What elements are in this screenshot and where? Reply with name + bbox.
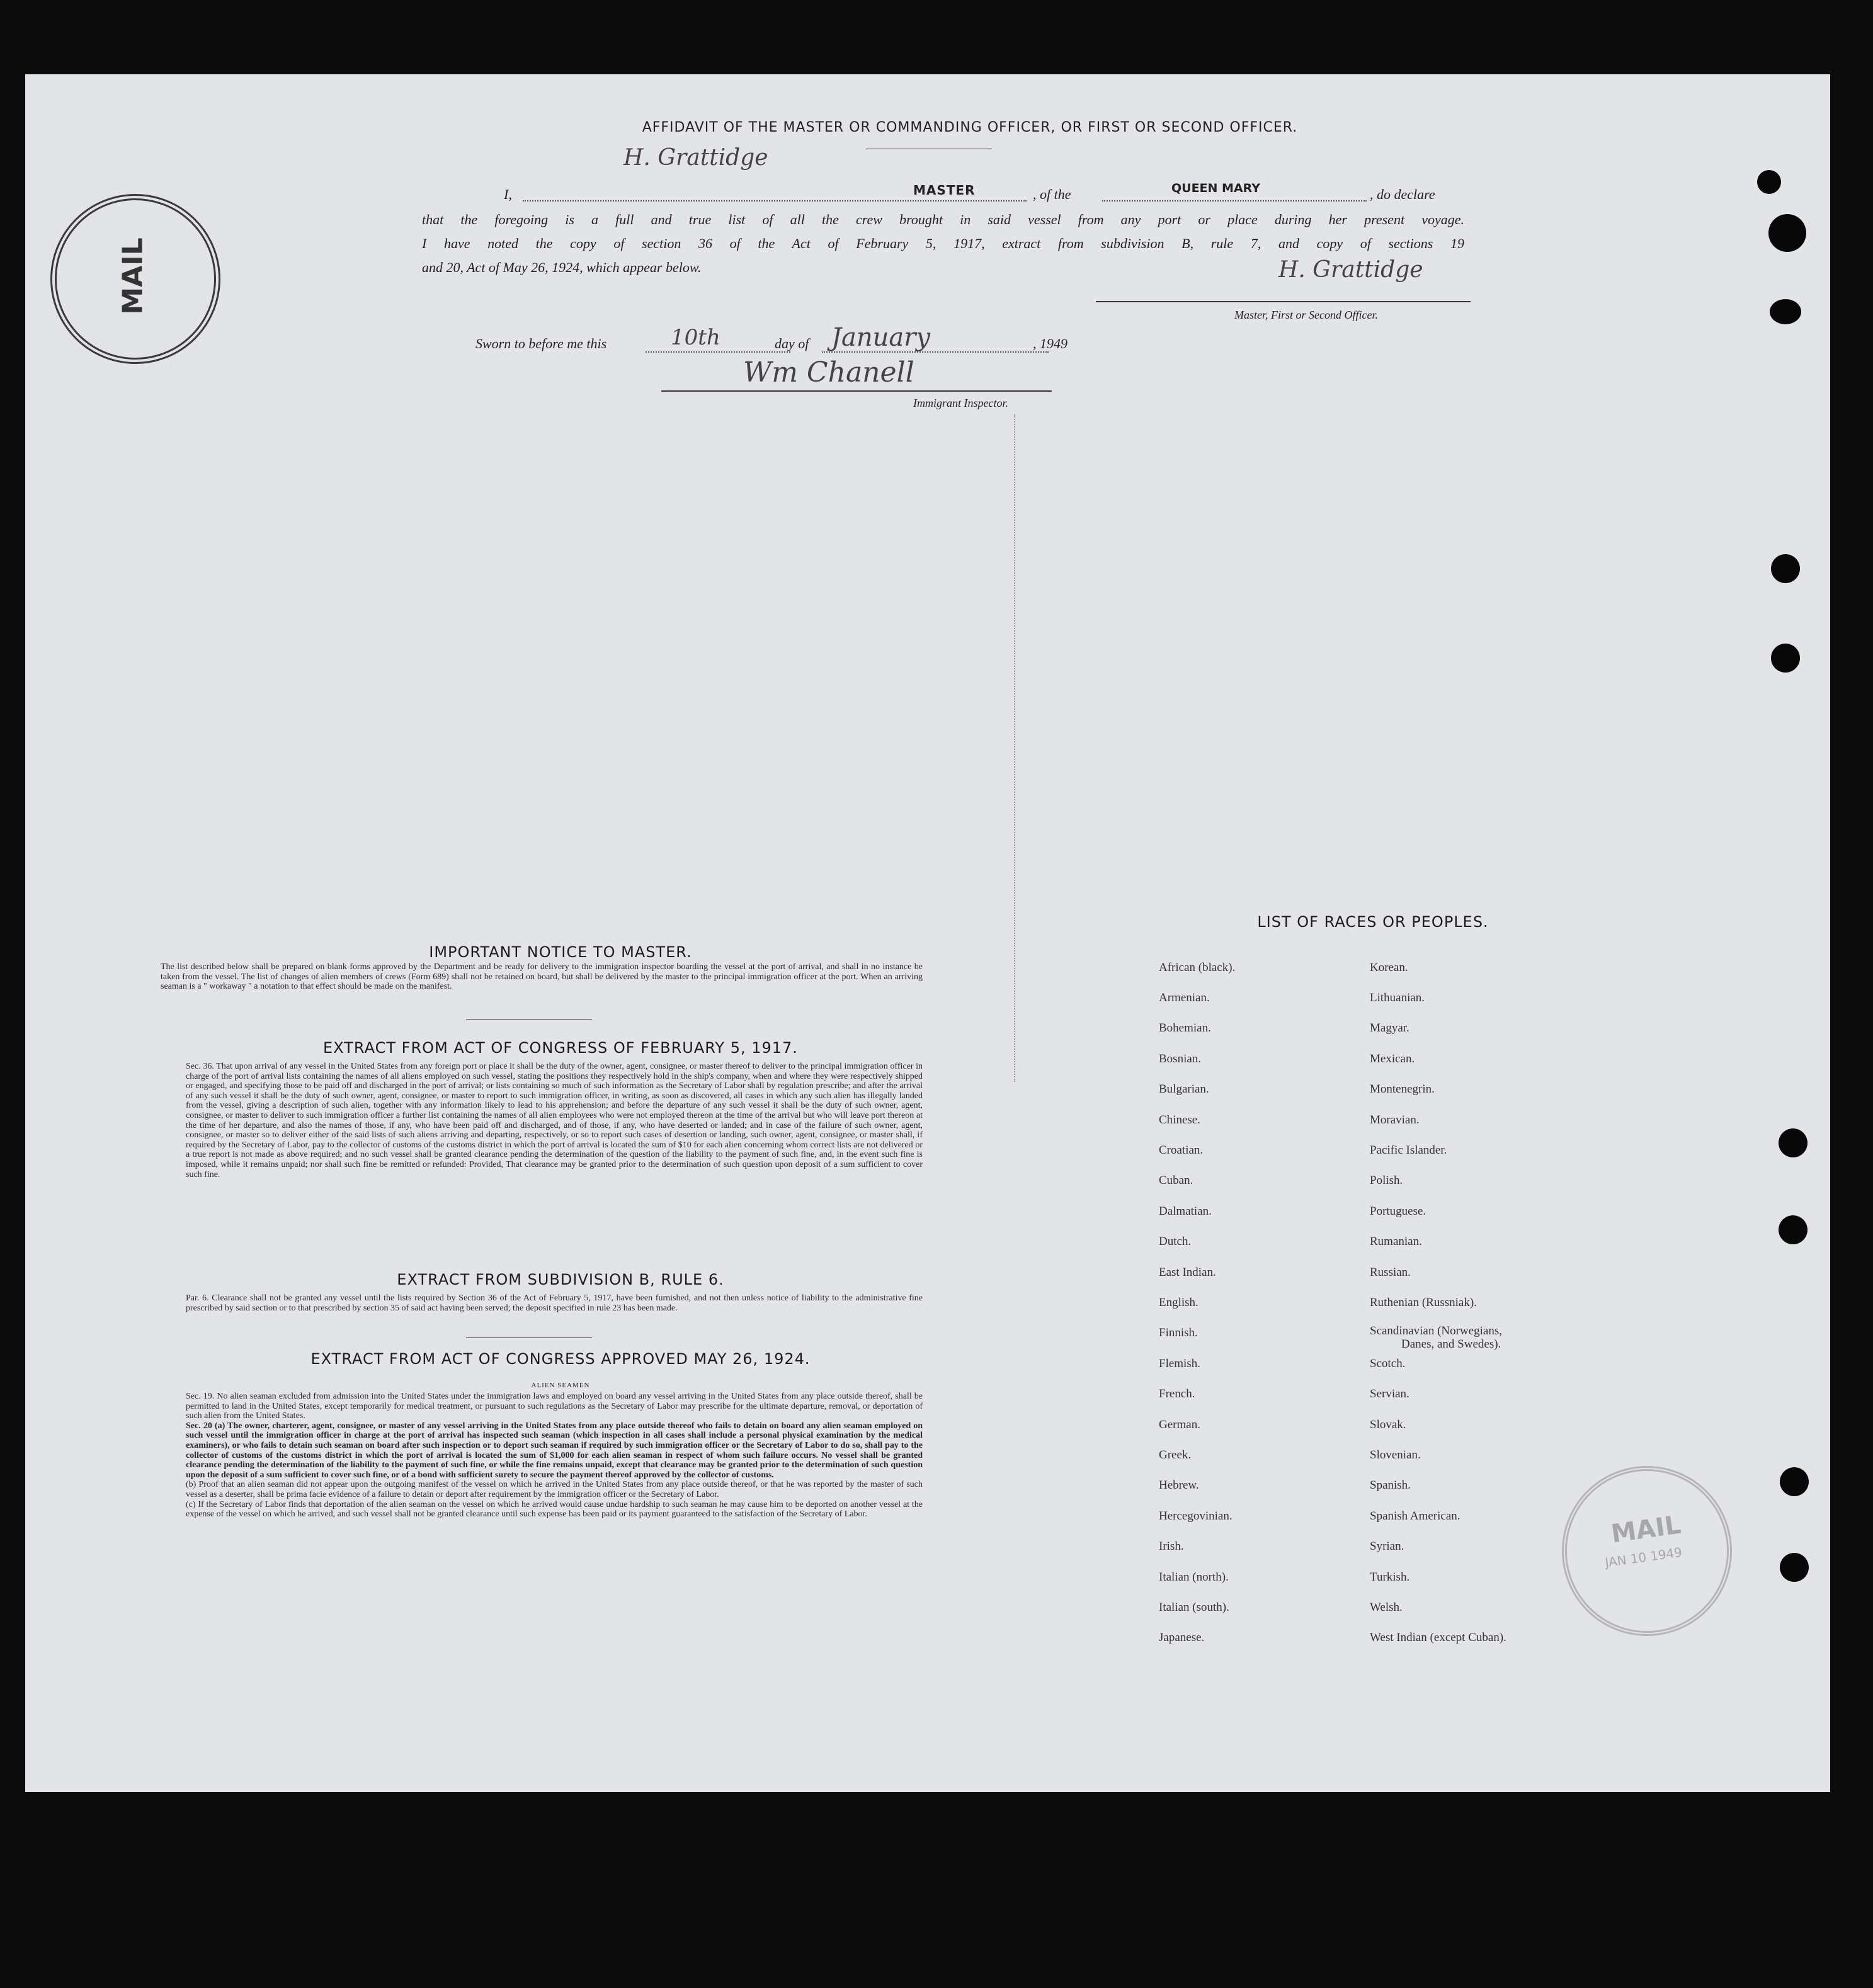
race-right-6: Moravian. [1370, 1113, 1420, 1127]
affidavit-title: AFFIDAVIT OF THE MASTER OR COMMANDING OFFICER, OR FIRST OR SECOND OFFICER. [642, 120, 1298, 135]
race-left-22: Italian (south). [1159, 1601, 1229, 1614]
race-right-8: Polish. [1370, 1174, 1403, 1187]
extract-1924-text [161, 1392, 923, 1519]
race-right-10: Rumanian. [1370, 1235, 1422, 1248]
race-right-19: Spanish American. [1370, 1509, 1460, 1523]
race-right-5: Montenegrin. [1370, 1082, 1435, 1096]
race-left-14: Flemish. [1159, 1357, 1200, 1370]
race-left-10: Dutch. [1159, 1235, 1192, 1248]
name-blank-line [523, 200, 1027, 202]
sworn-year: , 1949 [1033, 336, 1067, 351]
declaration-line-3: and 20, Act of May 26, 1924, which appear below. [422, 259, 702, 275]
mail-stamp-left-text: MAIL [117, 237, 149, 315]
do-declare-label: , do declare [1370, 186, 1435, 202]
race-left-5: Bulgarian. [1159, 1082, 1209, 1096]
section-19-text: Sec. 19. No alien seaman excluded from admission into the United States under the immigration laws and employed on board any vessel arriving in the United States from any place outside thereof, shall be permitted to land in the United States, except temporarily for medical treatment, or pursuant to such regulations as the Secretary of Labor may prescribe for the ultimate departure, removal, or deportation of such alien from the United States. [186, 1392, 923, 1421]
punch-hole-5 [1771, 644, 1800, 673]
race-left-1: African (black). [1159, 961, 1236, 974]
race-right-2: Lithuanian. [1370, 991, 1425, 1004]
master-signature: H. Grattidge [1278, 257, 1423, 283]
race-right-13: Scandinavian (Norwegians, [1370, 1324, 1502, 1338]
inspector-signature: Wm Chanell [743, 356, 914, 389]
race-right-9: Portuguese. [1370, 1205, 1426, 1218]
race-right-15: Servian. [1370, 1387, 1409, 1400]
race-right-18: Spanish. [1370, 1479, 1411, 1492]
fold-line [1014, 414, 1015, 1082]
sworn-prefix: Sworn to before me this [475, 336, 607, 351]
punch-hole-7 [1779, 1215, 1808, 1244]
race-left-4: Bosnian. [1159, 1052, 1202, 1065]
races-heading: LIST OF RACES OR PEOPLES. [1257, 913, 1489, 931]
vessel-blank-line [1102, 200, 1367, 202]
extract-1924-heading: EXTRACT FROM ACT OF CONGRESS APPROVED MAY 26, 1924. [310, 1350, 811, 1368]
punch-hole-4 [1771, 554, 1800, 583]
race-left-23: Japanese. [1159, 1631, 1205, 1644]
rule-6-paragraph: Par. 6. Clearance shall not be granted any vessel until the lists required by Section 36 of the Act of February 5, 1917, have been furnished, and not then unless notice of liability to the administrative fine prescribed by said section or to that prescribed by section 35 of said act having been served; the deposit specified in rule 23 has been made. [186, 1293, 923, 1313]
race-left-8: Cuban. [1159, 1174, 1193, 1187]
master-caption: Master, First or Second Officer. [1234, 309, 1378, 321]
of-the-label: , of the [1033, 186, 1071, 202]
race-right-4: Mexican. [1370, 1052, 1415, 1065]
mail-stamp-left [50, 194, 220, 364]
notice-rule [466, 1019, 592, 1020]
master-signature-line [1096, 301, 1471, 302]
vessel-value: QUEEN MARY [1171, 181, 1261, 195]
sworn-day-value: 10th [671, 325, 720, 350]
race-left-20: Irish. [1159, 1540, 1184, 1553]
rule-6-text [161, 1293, 923, 1313]
document-page [25, 74, 1830, 1792]
punch-hole-3 [1770, 299, 1801, 324]
race-left-7: Croatian. [1159, 1144, 1204, 1157]
race-left-13: Finnish. [1159, 1326, 1198, 1339]
race-right-14: Scotch. [1370, 1357, 1406, 1370]
mail-stamp-right [1562, 1466, 1732, 1636]
race-left-18: Hebrew. [1159, 1479, 1199, 1492]
race-right-1: Korean. [1370, 961, 1408, 974]
i-label: I, [504, 186, 512, 202]
punch-hole-6 [1779, 1128, 1808, 1157]
notice-heading: IMPORTANT NOTICE TO MASTER. [429, 943, 692, 961]
extract-1917-text [161, 1062, 923, 1179]
section-20b-text: (b) Proof that an alien seaman did not appear upon the outgoing manifest of the vessel on which he arrived in the United States from any place outside thereof, or that he was reported by the master of such vessel as a deserter, shall be prima facie evidence of a failure to detain or deport after requirement by the immigration officer or the Secretary of Labor. [186, 1480, 923, 1499]
race-left-6: Chinese. [1159, 1113, 1200, 1127]
race-left-19: Hercegovinian. [1159, 1509, 1233, 1523]
punch-hole-9 [1780, 1553, 1809, 1582]
declaration-line-1: that the foregoing is a full and true list of all the crew brought in said vessel from any port or place during her present voyage. [422, 212, 1464, 227]
race-left-3: Bohemian. [1159, 1021, 1211, 1035]
race-left-21: Italian (north). [1159, 1571, 1229, 1584]
sworn-day-line [646, 351, 790, 353]
section-36-text: Sec. 36. That upon arrival of any vessel in the United States from any foreign port or place it shall be the duty of the owner, agent, consignee, or master thereof to deliver to the principal immigration officer in charge of the port of arrival lists containing the names of all aliens employed on such vessel, stating the positions they respectively hold in the ship's company, when and where they were respectively shipped or engaged, and specifying those to be paid off and discharged in the port of arrival; or lists containing so much of such information as the Secretary of Labor shall by regulation prescribe; and after the arrival of any such vessel it shall be the duty of such owner, agent, consignee, or master to report to such immigration officer, in writing, as soon as discovered, all cases in which any such alien has illegally landed from the vessel, giving a description of such alien, together with any information likely to lead to his apprehension; and before the departure of any such vessel it shall be the duty of such owner, agent, consignee, or master to deliver to such immigration officer a further list containing the names of all alien employees who were not employed thereon at the time of the arrival but who will leave port thereon at the time of her departure, and also the names of those, if any, who have been paid off and discharged, and of those, if any, who have deserted or landed; and in case of the failure of such owner, agent, consignee, or master so to deliver either of the said lists of such aliens arriving and departing, respectively, or so to report such cases of desertion or landing, such owner, agent, consignee, or master shall, if required by the Secretary of Labor, pay to the collector of customs of the customs district in which the port of arrival is located the sum of $10 for each alien concerning whom correct lists are not delivered or a true report is not made as above required; and no such vessel shall be granted clearance pending the determination of the question of the liability to the payment of such fine, and, in the event such fine is imposed, while it remains unpaid; nor shall such fine be remitted or refunded: Provided, That clearance may be granted prior to the determination of such question upon deposit of a sum sufficient to cover such fine. [186, 1062, 923, 1179]
race-left-17: Greek. [1159, 1448, 1192, 1462]
punch-hole-2 [1768, 214, 1806, 252]
race-right-7: Pacific Islander. [1370, 1144, 1447, 1157]
punch-hole-8 [1780, 1467, 1809, 1496]
mail-stamp-right-date: JAN 10 1949 [1603, 1544, 1683, 1571]
race-right-22: Welsh. [1370, 1601, 1403, 1614]
race-right-20: Syrian. [1370, 1540, 1404, 1553]
race-right-21: Turkish. [1370, 1571, 1410, 1584]
alien-seamen-subheading: ALIEN SEAMEN [531, 1382, 590, 1389]
race-left-11: East Indian. [1159, 1266, 1216, 1279]
race-right-12: Ruthenian (Russniak). [1370, 1296, 1477, 1309]
race-right-23: West Indian (except Cuban). [1370, 1631, 1506, 1644]
section-20c-text: (c) If the Secretary of Labor finds that deportation of the alien seaman on the vessel on which he arrived would cause undue hardship to such seaman he may cause him to be deported on another vessel at the expense of the vessel on which he arrived, and such vessel shall not be granted clearance until such expense has been paid or its payment guaranteed to the satisfaction of the Secretary of Labor. [186, 1499, 923, 1519]
race-left-16: German. [1159, 1418, 1200, 1431]
race-right-17: Slovenian. [1370, 1448, 1421, 1462]
race-right-3: Magyar. [1370, 1021, 1409, 1035]
punch-hole-1 [1757, 170, 1781, 194]
master-signature-top: H. Grattidge [623, 145, 768, 171]
race-right-16: Slovak. [1370, 1418, 1406, 1431]
race-left-15: French. [1159, 1387, 1195, 1400]
inspector-caption: Immigrant Inspector. [913, 397, 1008, 409]
rank-value: MASTER [913, 183, 976, 198]
notice-text: The list described below shall be prepared on blank forms approved by the Department and be ready for delivery to the immigration inspector boarding the vessel at the port of arrival, and shall in no instance be taken from the vessel. The list of changes of alien members of crews (Form 689) shall not be retained on board, but shall be delivered by the master to the principal immigration officer at the port. When an arriving seaman is a " workaway " a notation to that effect should be made on the manifest. [161, 962, 923, 992]
section-20a-text: Sec. 20 (a) The owner, charterer, agent, consignee, or master of any vessel arriving in the United States from any place outside thereof who fails to detain on board any alien seaman employed on such vessel until the immigration officer in charge at the port of arrival has inspected such seaman (which inspection in all cases shall include a personal physical examination by the medical examiners), or who fails to detain such seaman on board after such inspection or to deport such seaman if required by such immigration officer or the Secretary of Labor to do so, shall pay to the collector of customs of the customs district in which the port of arrival is located the sum of $1,000 for each alien seaman in respect of whom such failure occurs. No vessel shall be granted clearance pending the determination of the liability to the payment of such fine, or while the fine remains unpaid, except that clearance may be granted prior to the determination of such question upon the deposit of a sum sufficient to cover such fine, or of a bond with sufficient surety to secure the payment thereof approved by the collector of customs. [186, 1421, 923, 1480]
mail-stamp-right-text: MAIL [1609, 1510, 1683, 1549]
race-right-11: Russian. [1370, 1266, 1411, 1279]
sworn-day-of: day of [775, 336, 809, 351]
inspector-signature-line [661, 390, 1052, 392]
declaration-line-2: I have noted the copy of section 36 of the Act of February 5, 1917, extract from subdivision B, rule 7, and copy of sections 19 [422, 236, 1464, 251]
race-left-9: Dalmatian. [1159, 1205, 1212, 1218]
race-right-13-cont: Danes, and Swedes). [1401, 1338, 1501, 1351]
race-left-12: English. [1159, 1296, 1198, 1309]
sworn-month-value: January [831, 323, 930, 352]
race-left-2: Armenian. [1159, 991, 1210, 1004]
extract-1917-heading: EXTRACT FROM ACT OF CONGRESS OF FEBRUARY 5, 1917. [323, 1039, 798, 1057]
rule-6-heading: EXTRACT FROM SUBDIVISION B, RULE 6. [397, 1271, 724, 1288]
